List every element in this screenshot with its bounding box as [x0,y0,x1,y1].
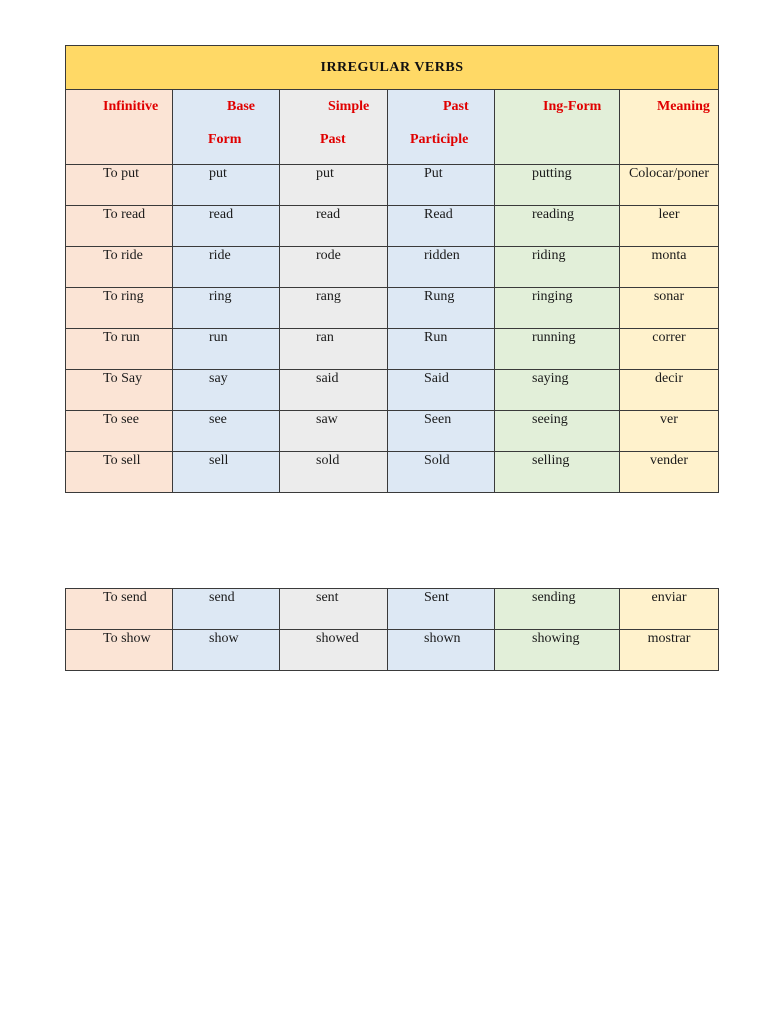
cell-text-ing-form: reading [532,207,574,222]
cell-text-ing-form: running [532,330,576,345]
cell-simple-past [280,370,388,411]
header-form-label: Form [208,132,242,147]
header-simple-label: Simple [328,99,370,114]
irregular-verbs-table [65,45,719,493]
cell-text-meaning: decir [655,371,683,386]
cell-text-ing-form: sending [532,590,576,605]
cell-simple-past [280,329,388,370]
cell-base [173,411,280,452]
cell-text-base: sell [209,453,229,468]
cell-meaning [620,370,719,411]
cell-text-past-participle: shown [424,631,461,646]
cell-ing-form [495,411,620,452]
cell-text-meaning: enviar [651,590,687,605]
cell-text-infinitive: To run [103,330,140,345]
cell-text-simple-past: sold [316,453,340,468]
header-ing-form [495,90,620,165]
header-meaning [620,90,719,165]
cell-simple-past [280,411,388,452]
cell-past-participle [388,329,495,370]
additional-verbs-table [65,588,719,671]
cell-text-infinitive: To Say [103,371,143,386]
table-row [66,589,719,630]
cell-base [173,589,280,630]
cell-base [173,452,280,493]
cell-simple-past [280,165,388,206]
header-infinitive [66,90,173,165]
cell-infinitive [66,370,173,411]
header-ing-label: Ing-Form [543,99,602,114]
cell-infinitive [66,452,173,493]
cell-text-past-participle: Said [424,371,449,386]
table-row [66,288,719,329]
cell-infinitive [66,329,173,370]
cell-infinitive [66,411,173,452]
cell-ing-form [495,329,620,370]
table-row [66,247,719,288]
cell-text-ing-form: selling [532,453,570,468]
table-row [66,411,719,452]
cell-meaning [620,247,719,288]
cell-past-participle [388,452,495,493]
cell-text-past-participle: Sold [424,453,450,468]
cell-text-meaning: mostrar [647,631,691,646]
cell-text-past-participle: Read [424,207,453,222]
cell-text-past-participle: Seen [424,412,452,427]
cell-past-participle [388,165,495,206]
cell-text-ing-form: putting [532,166,572,181]
table-row [66,165,719,206]
header-meaning-label: Meaning [657,99,710,114]
header-past-label-2: Past [443,99,469,114]
cell-text-simple-past: ran [316,330,334,345]
cell-meaning [620,329,719,370]
cell-text-base: read [209,207,234,222]
cell-text-infinitive: To ring [103,289,144,304]
cell-text-infinitive: To show [103,631,151,646]
cell-ing-form [495,165,620,206]
cell-infinitive [66,589,173,630]
cell-text-simple-past: read [316,207,341,222]
header-past-label: Past [320,132,346,147]
cell-ing-form [495,589,620,630]
cell-infinitive [66,630,173,671]
cell-text-meaning: Colocar/poner [628,166,710,181]
table-row [66,329,719,370]
cell-base [173,165,280,206]
cell-simple-past [280,247,388,288]
cell-text-simple-past: saw [316,412,338,427]
cell-past-participle [388,288,495,329]
cell-text-meaning: correr [652,330,686,345]
cell-text-past-participle: Put [424,166,443,181]
cell-text-meaning: monta [651,248,687,263]
cell-base [173,329,280,370]
cell-past-participle [388,206,495,247]
cell-meaning [620,411,719,452]
cell-text-meaning: ver [660,412,678,427]
cell-text-infinitive: To ride [103,248,143,263]
header-base-form [173,90,280,165]
cell-text-base: ride [209,248,231,263]
cell-text-infinitive: To send [103,590,147,605]
cell-text-simple-past: said [316,371,339,386]
cell-text-base: see [209,412,227,427]
cell-text-ing-form: riding [532,248,566,263]
cell-infinitive [66,165,173,206]
cell-infinitive [66,206,173,247]
cell-text-base: put [209,166,227,181]
cell-simple-past [280,589,388,630]
cell-text-past-participle: Rung [424,289,455,304]
cell-text-ing-form: showing [532,631,580,646]
cell-ing-form [495,247,620,288]
cell-simple-past [280,288,388,329]
cell-text-infinitive: To read [103,207,146,222]
cell-meaning [620,165,719,206]
cell-text-meaning: leer [658,207,680,222]
cell-base [173,370,280,411]
cell-text-base: run [209,330,228,345]
cell-simple-past [280,206,388,247]
cell-text-infinitive: To see [103,412,139,427]
cell-past-participle [388,411,495,452]
cell-past-participle [388,247,495,288]
cell-text-infinitive: To sell [103,453,141,468]
cell-text-simple-past: sent [316,590,339,605]
cell-ing-form [495,630,620,671]
cell-past-participle [388,370,495,411]
cell-text-meaning: vender [649,453,689,468]
cell-text-meaning: sonar [653,289,685,304]
table-title: IRREGULAR VERBS [66,46,719,90]
cell-meaning [620,288,719,329]
cell-meaning [620,206,719,247]
cell-simple-past [280,452,388,493]
cell-text-past-participle: Run [424,330,448,345]
cell-base [173,206,280,247]
cell-text-base: send [209,590,235,605]
cell-text-past-participle: Sent [424,590,449,605]
cell-text-infinitive: To put [103,166,139,181]
cell-text-base: show [209,631,239,646]
cell-text-ing-form: ringing [532,289,573,304]
cell-ing-form [495,452,620,493]
cell-text-ing-form: saying [532,371,569,386]
cell-text-past-participle: ridden [424,248,460,263]
header-base-label: Base [227,99,255,114]
cell-infinitive [66,247,173,288]
header-simple-past [280,90,388,165]
cell-simple-past [280,630,388,671]
cell-text-base: ring [209,289,232,304]
cell-text-simple-past: showed [316,631,359,646]
cell-ing-form [495,288,620,329]
header-participle-label: Participle [410,132,469,147]
table-row [66,630,719,671]
table-row [66,206,719,247]
cell-text-simple-past: rode [316,248,341,263]
header-row [66,90,719,165]
cell-ing-form [495,370,620,411]
cell-base [173,247,280,288]
cell-base [173,630,280,671]
cell-meaning [620,589,719,630]
cell-text-simple-past: rang [316,289,341,304]
cell-ing-form [495,206,620,247]
header-past-participle [388,90,495,165]
cell-base [173,288,280,329]
header-infinitive-label: Infinitive [103,99,159,114]
cell-infinitive [66,288,173,329]
cell-text-simple-past: put [316,166,334,181]
cell-meaning [620,452,719,493]
cell-meaning [620,630,719,671]
cell-text-base: say [209,371,228,386]
table-row [66,370,719,411]
cell-text-ing-form: seeing [532,412,568,427]
cell-past-participle [388,589,495,630]
cell-past-participle [388,630,495,671]
table-row [66,452,719,493]
